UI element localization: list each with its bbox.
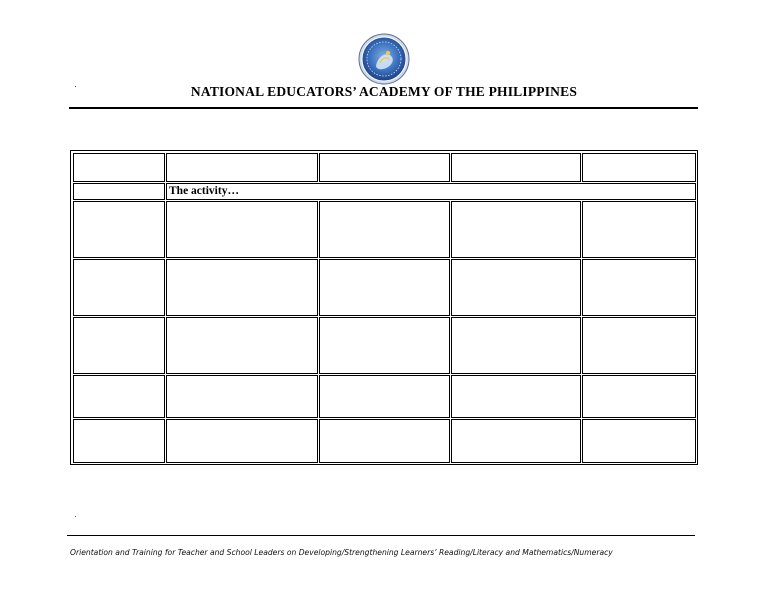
table-row-cell: [582, 201, 696, 258]
table-row-cell: [582, 259, 696, 316]
activity-table: [70, 150, 698, 465]
table-row-cell: [166, 419, 318, 463]
table-header-cell: [582, 153, 696, 182]
stray-mark: [75, 86, 76, 87]
table-row-cell: [319, 317, 450, 374]
table-row-cell: [166, 317, 318, 374]
table-row-cell: [582, 317, 696, 374]
table-header-cell: [73, 153, 165, 182]
table-row-cell: [166, 201, 318, 258]
table-intro-label-cell: [73, 183, 165, 200]
header-divider: [69, 107, 698, 109]
table-row-cell: [319, 259, 450, 316]
table-row-cell: [451, 201, 581, 258]
stray-mark: [75, 516, 76, 517]
table-header-cell: [319, 153, 450, 182]
table-row-cell: [319, 375, 450, 418]
table-row-cell: [319, 419, 450, 463]
table-row-cell: [73, 419, 165, 463]
academy-seal-icon: [358, 33, 410, 85]
table-row-cell: [582, 419, 696, 463]
table-intro-cell: [166, 183, 696, 200]
table-header-cell: [451, 153, 581, 182]
table-row-cell: [73, 317, 165, 374]
table-header-cell: [166, 153, 318, 182]
table-row-cell: [451, 419, 581, 463]
table-row-cell: [166, 375, 318, 418]
footer-caption: Orientation and Training for Teacher and School Leaders on Developing/Strengthening Learners’ Reading/Literacy and Mathematics/Numeracy: [70, 548, 613, 557]
footer-divider: [67, 535, 695, 536]
table-row-cell: [319, 201, 450, 258]
table-row-cell: [451, 375, 581, 418]
activity-intro-text: The activity…: [169, 185, 239, 197]
table-row-cell: [73, 375, 165, 418]
table-row-cell: [73, 201, 165, 258]
table-row-cell: [451, 259, 581, 316]
academy-title: NATIONAL EDUCATORS’ ACADEMY OF THE PHILIPPINES: [190, 84, 578, 99]
table-row-cell: [582, 375, 696, 418]
table-row-cell: [451, 317, 581, 374]
table-row-cell: [166, 259, 318, 316]
table-row-cell: [73, 259, 165, 316]
